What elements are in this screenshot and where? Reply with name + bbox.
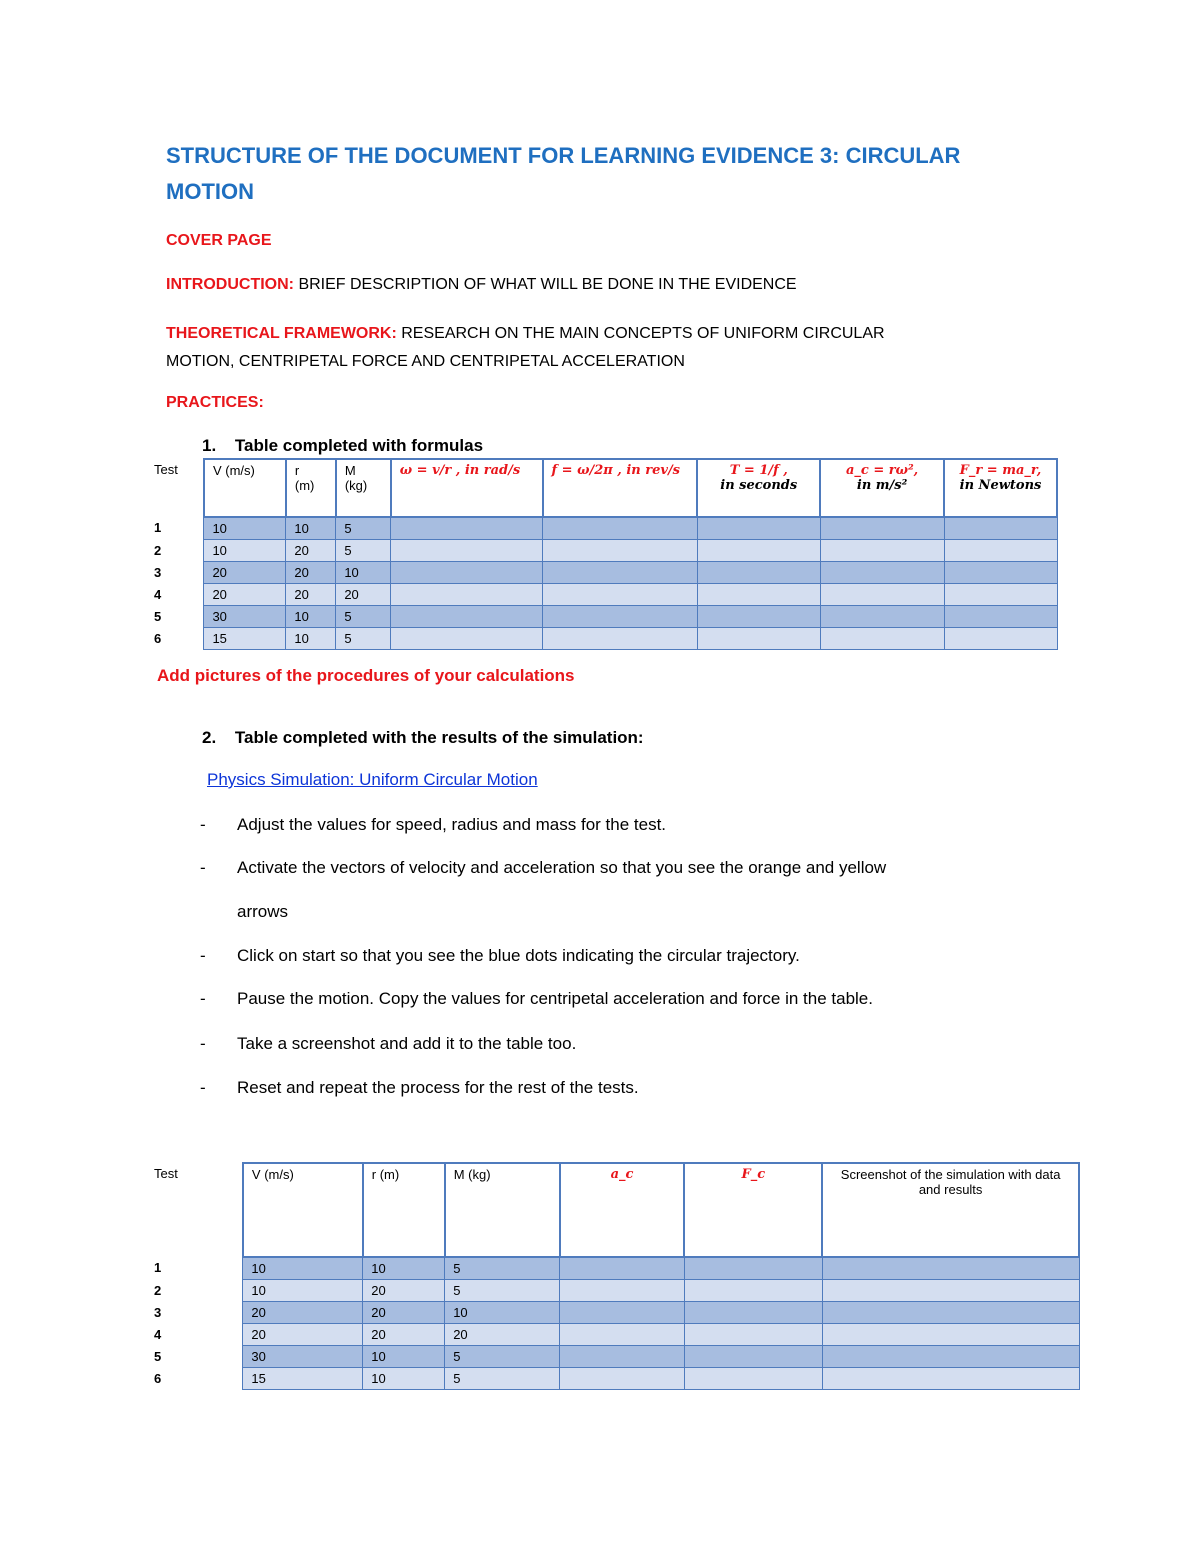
header-period: T = 1/f , in seconds [697, 459, 820, 517]
practices-heading: PRACTICES: [166, 394, 264, 411]
bullet-2-continued: arrows [237, 902, 289, 921]
bullet-3: - Click on start so that you see the blue dots indicating the circular trajectory. [200, 946, 800, 965]
header-fc: F_c [684, 1163, 822, 1257]
header-m: M (kg) [336, 459, 391, 517]
bullet-6: - Reset and repeat the process for the rest of the tests. [200, 1078, 639, 1097]
table-row: 4 20 20 20 [146, 1324, 1079, 1346]
item-2-heading [202, 728, 644, 748]
introduction-text: BRIEF DESCRIPTION OF WHAT WILL BE DONE IN THE EVIDENCE [298, 276, 797, 293]
table-row: 2 10 20 5 [146, 540, 1057, 562]
table-row: 4 20 20 20 [146, 584, 1057, 606]
table-row: 5 30 10 5 [146, 606, 1057, 628]
header-ac: a_c [560, 1163, 685, 1257]
table-row: 6 15 10 5 [146, 1368, 1079, 1390]
introduction-line [166, 276, 797, 294]
table-row: 1 10 10 5 [146, 1257, 1079, 1280]
header-v: V (m/s) [243, 1163, 363, 1257]
header-m: M (kg) [445, 1163, 560, 1257]
simulation-results-table [146, 1162, 1080, 1390]
bullet-1: - Adjust the values for speed, radius and mass for the test. [200, 815, 667, 834]
table-row: 3 20 20 10 [146, 562, 1057, 584]
physics-simulation-link[interactable]: Physics Simulation: Uniform Circular Motion [207, 770, 538, 789]
table-row: 5 30 10 5 [146, 1346, 1079, 1368]
header-frequency: f = ω/2π , in rev/s [543, 459, 698, 517]
theoretical-line [166, 320, 1026, 376]
theoretical-label: THEORETICAL FRAMEWORK: [166, 325, 397, 342]
item-1-heading [202, 436, 483, 456]
table-row: 3 20 20 10 [146, 1302, 1079, 1324]
introduction-label: INTRODUCTION: [166, 276, 294, 293]
bullet-2: - Activate the vectors of velocity and acceleration so that you see the orange and yellow [200, 858, 887, 877]
header-acceleration: a_c = rω², in m/s² [820, 459, 944, 517]
formulas-table [146, 458, 1058, 650]
header-force: F_r = ma_r, in Newtons [944, 459, 1057, 517]
header-omega: ω = v/r , in rad/s [391, 459, 543, 517]
item-1-label: Table completed with formulas [234, 436, 484, 455]
header-r: r (m) [286, 459, 336, 517]
bullet-4: - Pause the motion. Copy the values for centripetal acceleration and force in the table. [200, 989, 873, 1008]
table-row: 1 10 10 5 [146, 517, 1057, 540]
bullet-5: - Take a screenshot and add it to the table too. [200, 1034, 577, 1053]
header-r: r (m) [363, 1163, 445, 1257]
header-screenshot: Screenshot of the simulation with data and results [822, 1163, 1079, 1257]
item-1-number: 1. [202, 436, 217, 455]
header-test: Test [154, 1166, 178, 1181]
header-v: V (m/s) [204, 459, 286, 517]
add-pictures-note: Add pictures of the procedures of your calculations [157, 666, 575, 685]
table-row: 2 10 20 5 [146, 1280, 1079, 1302]
item-2-label: Table completed with the results of the simulation: [234, 728, 644, 747]
item-2-number: 2. [202, 728, 217, 747]
cover-page-heading: COVER PAGE [166, 232, 272, 249]
document-title: STRUCTURE OF THE DOCUMENT FOR LEARNING EVIDENCE 3: CIRCULAR MOTION [166, 143, 961, 204]
table-row: 6 15 10 5 [146, 628, 1057, 650]
theoretical-text-2: MOTION, CENTRIPETAL FORCE AND CENTRIPETAL ACCELERATION [166, 353, 685, 370]
header-test: Test [154, 462, 178, 477]
theoretical-text: RESEARCH ON THE MAIN CONCEPTS OF UNIFORM CIRCULAR [401, 325, 885, 342]
